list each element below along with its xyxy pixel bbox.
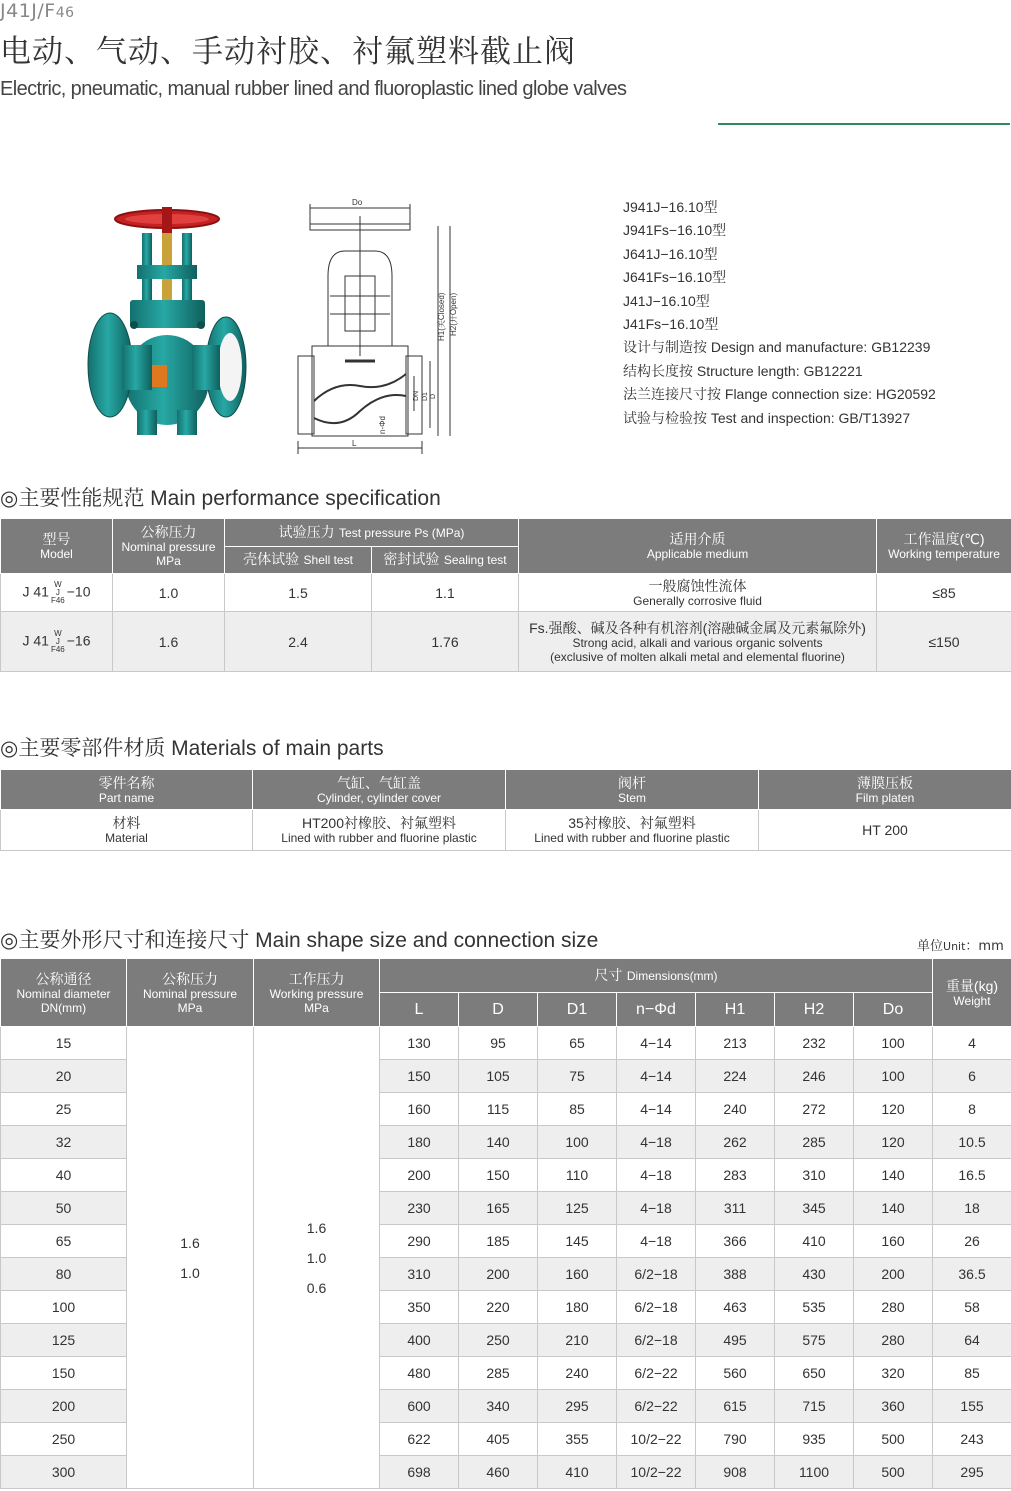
header-working-pressure: 工作压力 Working pressure MPa [254,959,380,1027]
header-col-h2: H2 [775,993,854,1027]
unit-note: 单位Unit：mm [917,939,1004,954]
medium-cell: 一般腐蚀性流体 Generally corrosive fluid [519,574,877,612]
d-cell: 460 [459,1456,538,1489]
dn-cell: 50 [1,1192,127,1225]
do-cell: 500 [854,1456,933,1489]
d1-cell: 210 [538,1324,617,1357]
table-row [1,1027,1011,1060]
dimensions-table [0,958,1011,1489]
header-col-nd: n−Φd [617,993,696,1027]
label-nd: n-Φd [378,416,387,434]
dn-cell: 32 [1,1126,127,1159]
nd-cell: 6/2−22 [617,1357,696,1390]
do-cell: 280 [854,1324,933,1357]
nd-cell: 4−18 [617,1159,696,1192]
d1-cell: 240 [538,1357,617,1390]
d-cell: 340 [459,1390,538,1423]
d1-cell: 65 [538,1027,617,1060]
h2-cell: 575 [775,1324,854,1357]
nd-cell: 10/2−22 [617,1456,696,1489]
weight-cell: 8 [933,1093,1011,1126]
weight-cell: 36.5 [933,1258,1011,1291]
d-cell: 105 [459,1060,538,1093]
d-cell: 95 [459,1027,538,1060]
spec-item: J41Fs−16.10型 [623,316,719,333]
header-film-platen: 薄膜压板 Film platen [759,770,1011,810]
header-col-d1: D1 [538,993,617,1027]
h2-cell: 1100 [775,1456,854,1489]
weight-cell: 16.5 [933,1159,1011,1192]
header-dimensions: 尺寸 Dimensions(mm) [380,959,933,993]
weight-cell: 4 [933,1027,1011,1060]
header-nominal-pressure: 公称压力 Nominal pressure MPa [127,959,254,1027]
spec-list [623,196,936,430]
valve-drawing [290,196,465,456]
l-cell: 200 [380,1159,459,1192]
performance-section-title: ◎主要性能规范 Main performance specification [0,487,441,510]
d-cell: 115 [459,1093,538,1126]
seal-cell: 1.1 [372,574,519,612]
table-row [1,574,1011,612]
do-cell: 280 [854,1291,933,1324]
do-cell: 320 [854,1357,933,1390]
label-d1: D1 [422,392,429,401]
h2-cell: 246 [775,1060,854,1093]
h1-cell: 224 [696,1060,775,1093]
nd-cell: 4−18 [617,1126,696,1159]
do-cell: 200 [854,1258,933,1291]
h1-cell: 790 [696,1423,775,1456]
spec-item: J641Fs−16.10型 [623,269,727,286]
d1-cell: 145 [538,1225,617,1258]
table-row [1,612,1011,672]
l-cell: 622 [380,1423,459,1456]
weight-cell: 85 [933,1357,1011,1390]
spec-item: J41J−16.10型 [623,292,710,309]
header-model: 型号 Model [1,519,113,574]
h2-cell: 650 [775,1357,854,1390]
header-nominal-pressure: 公称压力 Nominal pressure MPa [113,519,225,574]
h1-cell: 615 [696,1390,775,1423]
header-col-h1: H1 [696,993,775,1027]
nd-cell: 4−14 [617,1027,696,1060]
nd-cell: 6/2−18 [617,1258,696,1291]
materials-section-title: ◎主要零部件材质 Materials of main parts [0,737,384,760]
spec-item: 法兰连接尺寸按 Flange connection size: HG20592 [623,386,936,403]
spec-item: J641J−16.10型 [623,245,718,262]
h2-cell: 715 [775,1390,854,1423]
d1-cell: 180 [538,1291,617,1324]
header-temperature: 工作温度(℃) Working temperature [877,519,1011,574]
performance-table [0,518,1011,672]
nd-cell: 4−14 [617,1060,696,1093]
h2-cell: 410 [775,1225,854,1258]
dn-cell: 250 [1,1423,127,1456]
nd-cell: 4−18 [617,1225,696,1258]
header-weight: 重量(kg) Weight [933,959,1011,1027]
dn-cell: 100 [1,1291,127,1324]
dn-cell: 25 [1,1093,127,1126]
d-cell: 165 [459,1192,538,1225]
dn-cell: 15 [1,1027,127,1060]
dn-cell: 125 [1,1324,127,1357]
h1-cell: 366 [696,1225,775,1258]
h2-cell: 310 [775,1159,854,1192]
model-cell: J 41 W J F46 −10 [1,574,113,612]
nd-cell: 6/2−18 [617,1291,696,1324]
temp-cell: ≤150 [877,612,1011,672]
l-cell: 400 [380,1324,459,1357]
do-cell: 100 [854,1027,933,1060]
do-cell: 100 [854,1060,933,1093]
h2-cell: 285 [775,1126,854,1159]
l-cell: 310 [380,1258,459,1291]
d1-cell: 110 [538,1159,617,1192]
label-d: D [430,393,437,399]
pressure-cell: 1.0 [113,574,225,612]
weight-cell: 58 [933,1291,1011,1324]
d1-cell: 295 [538,1390,617,1423]
d-cell: 220 [459,1291,538,1324]
nominal-pressure-cell: 1.6 1.0 [127,1027,254,1489]
spec-item: 试验与检验按 Test and inspection: GB/T13927 [623,409,911,426]
h2-cell: 535 [775,1291,854,1324]
h2-cell: 272 [775,1093,854,1126]
do-cell: 500 [854,1423,933,1456]
d-cell: 200 [459,1258,538,1291]
h1-cell: 495 [696,1324,775,1357]
weight-cell: 243 [933,1423,1011,1456]
d1-cell: 160 [538,1258,617,1291]
materials-table [0,769,1011,851]
d-cell: 285 [459,1357,538,1390]
header-medium: 适用介质 Applicable medium [519,519,877,574]
dn-cell: 40 [1,1159,127,1192]
l-cell: 150 [380,1060,459,1093]
header-test-pressure: 试验压力 Test pressure Ps (MPa) [225,519,519,547]
spec-item: 结构长度按 Structure length: GB12221 [623,362,863,379]
h2-cell: 345 [775,1192,854,1225]
h1-cell: 283 [696,1159,775,1192]
medium-cell: Fs.强酸、碱及各种有机溶剂(溶融碱金属及元素氟除外) Strong acid, alkali and various organic solvents (exclusive of molten alkali metal and elemental fluorine) [519,612,877,672]
d1-cell: 85 [538,1093,617,1126]
do-cell: 360 [854,1390,933,1423]
h1-cell: 240 [696,1093,775,1126]
model-code: J41J/F46 [0,0,75,22]
page-title: 电动、气动、手动衬胶、衬氟塑料截止阀 [0,34,576,70]
label-h1: H1(关Closed) [437,292,446,341]
l-cell: 160 [380,1093,459,1126]
d1-cell: 100 [538,1126,617,1159]
shell-cell: 1.5 [225,574,372,612]
d1-cell: 355 [538,1423,617,1456]
spec-item: J941J−16.10型 [623,199,718,215]
seal-cell: 1.76 [372,612,519,672]
dn-cell: 150 [1,1357,127,1390]
h1-cell: 388 [696,1258,775,1291]
weight-cell: 6 [933,1060,1011,1093]
label-do: Do [352,198,363,207]
header-shell-test: 壳体试验 Shell test [225,547,372,574]
h1-cell: 560 [696,1357,775,1390]
nd-cell: 6/2−18 [617,1324,696,1357]
h1-cell: 262 [696,1126,775,1159]
d-cell: 185 [459,1225,538,1258]
d1-cell: 125 [538,1192,617,1225]
d1-cell: 410 [538,1456,617,1489]
h2-cell: 232 [775,1027,854,1060]
do-cell: 120 [854,1126,933,1159]
d1-cell: 75 [538,1060,617,1093]
l-cell: 180 [380,1126,459,1159]
label-dn: DN [413,390,420,401]
label-h2: H2(开Open) [449,292,458,336]
weight-cell: 10.5 [933,1126,1011,1159]
dimensions-section-title: ◎主要外形尺寸和连接尺寸 Main shape size and connection size [0,929,599,952]
d-cell: 405 [459,1423,538,1456]
header-col-d: D [459,993,538,1027]
dn-cell: 80 [1,1258,127,1291]
l-cell: 290 [380,1225,459,1258]
do-cell: 140 [854,1159,933,1192]
dn-cell: 200 [1,1390,127,1423]
h2-cell: 935 [775,1423,854,1456]
d-cell: 250 [459,1324,538,1357]
h2-cell: 430 [775,1258,854,1291]
header-part-name: 零件名称 Part name [1,770,253,810]
material-label-cell: 材料 Material [1,810,253,851]
shell-cell: 2.4 [225,612,372,672]
temp-cell: ≤85 [877,574,1011,612]
h1-cell: 908 [696,1456,775,1489]
l-cell: 130 [380,1027,459,1060]
dn-cell: 65 [1,1225,127,1258]
h1-cell: 213 [696,1027,775,1060]
nd-cell: 4−14 [617,1093,696,1126]
weight-cell: 155 [933,1390,1011,1423]
header-col-do: Do [854,993,933,1027]
material-cell: HT200衬橡胶、衬氟塑料 Lined with rubber and fluorine plastic [253,810,506,851]
weight-cell: 295 [933,1456,1011,1489]
d-cell: 140 [459,1126,538,1159]
do-cell: 120 [854,1093,933,1126]
header-cylinder: 气缸、气缸盖 Cylinder, cylinder cover [253,770,506,810]
h1-cell: 311 [696,1192,775,1225]
l-cell: 698 [380,1456,459,1489]
working-pressure-cell: 1.6 1.0 0.6 [254,1027,380,1489]
model-cell: J 41 W J F46 −16 [1,612,113,672]
spec-item: 设计与制造按 Design and manufacture: GB12239 [623,339,931,356]
h1-cell: 463 [696,1291,775,1324]
do-cell: 160 [854,1225,933,1258]
nd-cell: 6/2−22 [617,1390,696,1423]
header-sealing-test: 密封试验 Sealing test [372,547,519,574]
material-cell: 35衬橡胶、衬氟塑料 Lined with rubber and fluorine plastic [506,810,759,851]
valve-photo [82,205,247,445]
l-cell: 230 [380,1192,459,1225]
do-cell: 140 [854,1192,933,1225]
weight-cell: 64 [933,1324,1011,1357]
dn-cell: 20 [1,1060,127,1093]
table-row [1,810,1011,851]
label-l: L [352,439,357,448]
header-stem: 阀杆 Stem [506,770,759,810]
page-subtitle: Electric, pneumatic, manual rubber lined and fluoroplastic lined globe valves [0,78,627,100]
l-cell: 350 [380,1291,459,1324]
weight-cell: 18 [933,1192,1011,1225]
nd-cell: 4−18 [617,1192,696,1225]
nd-cell: 10/2−22 [617,1423,696,1456]
d-cell: 150 [459,1159,538,1192]
header-col-l: L [380,993,459,1027]
spec-item: J941Fs−16.10型 [623,222,727,239]
pressure-cell: 1.6 [113,612,225,672]
divider [718,123,1010,125]
dn-cell: 300 [1,1456,127,1489]
header-nominal-diameter: 公称通径 Nominal diameter DN(mm) [1,959,127,1027]
l-cell: 600 [380,1390,459,1423]
weight-cell: 26 [933,1225,1011,1258]
material-cell: HT 200 [759,810,1011,851]
l-cell: 480 [380,1357,459,1390]
